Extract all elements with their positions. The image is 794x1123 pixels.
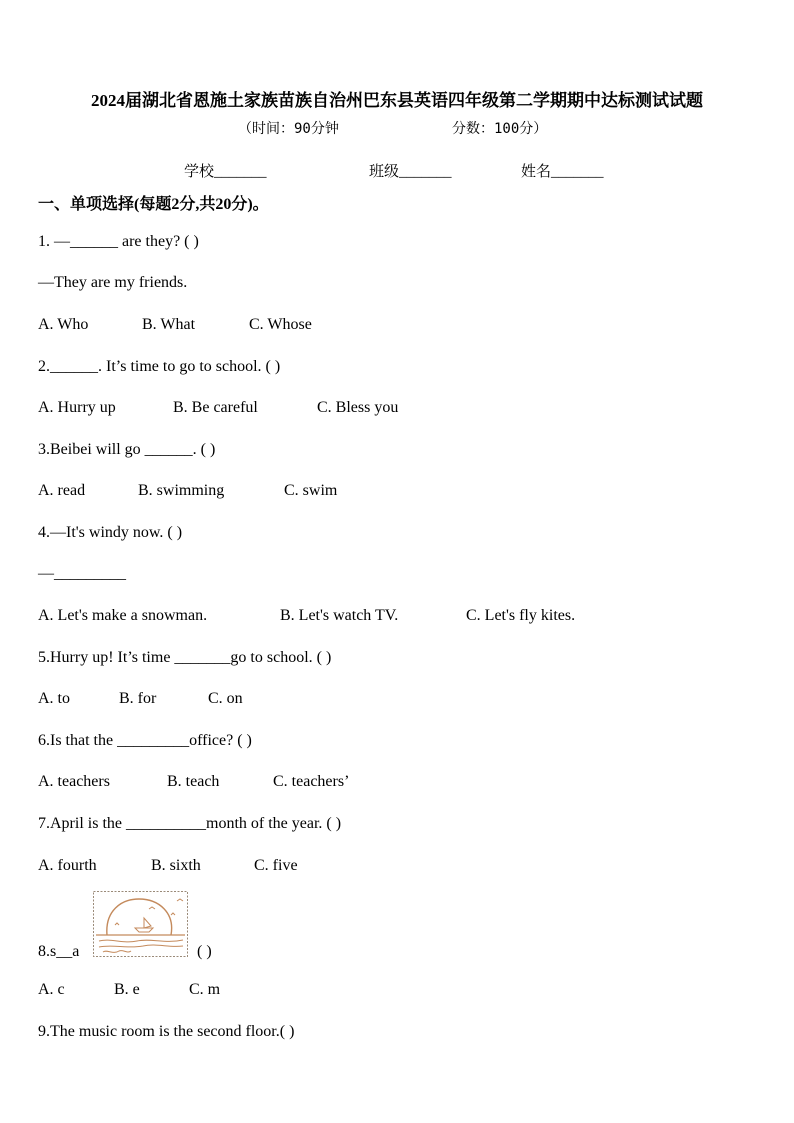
question-9: 9.The music room is the second floor.( ) [38,1023,295,1040]
q8-option-b[interactable]: B. e [114,981,140,998]
q2-option-a[interactable]: A. Hurry up [38,399,116,416]
q4-option-a[interactable]: A. Let's make a snowman. [38,607,208,624]
question-6: 6.Is that the _________office? ( ) [38,732,252,749]
q7-option-b[interactable]: B. sixth [151,857,201,874]
q5-option-c[interactable]: C. on [208,690,243,707]
question-1-reply: —They are my friends. [38,274,188,291]
exam-time: （时间：90分钟 [238,121,339,137]
q7-option-c[interactable]: C. five [254,857,298,874]
q3-option-a[interactable]: A. read [38,482,86,499]
question-7: 7.April is the __________month of the year. ( ) [38,815,342,832]
q3-option-b[interactable]: B. swimming [138,482,225,499]
class-field: 班级_______ [369,164,452,180]
q2-option-c[interactable]: C. Bless you [317,399,399,416]
question-8: 8.s__a [38,943,80,960]
q1-option-a[interactable]: A. Who [38,316,89,333]
q7-option-a[interactable]: A. fourth [38,857,97,874]
page-title: 2024届湖北省恩施土家族苗族自治州巴东县英语四年级第二学期期中达标测试试题 [91,91,703,110]
question-8-bracket: ( ) [197,943,212,960]
q4-option-c[interactable]: C. Let's fly kites. [466,607,576,624]
q4-option-b[interactable]: B. Let's watch TV. [280,607,399,624]
q5-option-b[interactable]: B. for [119,690,157,707]
school-field: 学校_______ [184,164,267,180]
question-1: 1. —______ are they? ( ) [38,233,199,250]
section-heading: 一、单项选择(每题2分,共20分)。 [38,196,269,213]
q8-option-c[interactable]: C. m [189,981,221,998]
q8-option-a[interactable]: A. c [38,981,65,998]
q1-option-c[interactable]: C. Whose [249,316,312,333]
q6-option-c[interactable]: C. teachers’ [273,773,350,790]
question-2: 2.______. It’s time to go to school. ( ) [38,358,281,375]
exam-score: 分数：100分） [452,121,548,137]
name-field: 姓名_______ [521,164,604,180]
question-4: 4.—It's windy now. ( ) [38,524,183,541]
q6-option-b[interactable]: B. teach [167,773,220,790]
q6-option-a[interactable]: A. teachers [38,773,110,790]
question-4-reply: —_________ [38,565,126,582]
q2-option-b[interactable]: B. Be careful [173,399,258,416]
q3-option-c[interactable]: C. swim [284,482,338,499]
sunset-sea-picture [93,891,188,957]
question-3: 3.Beibei will go ______. ( ) [38,441,216,458]
q1-option-b[interactable]: B. What [142,316,196,333]
q5-option-a[interactable]: A. to [38,690,70,707]
question-5: 5.Hurry up! It’s time _______go to school. ( ) [38,649,332,666]
